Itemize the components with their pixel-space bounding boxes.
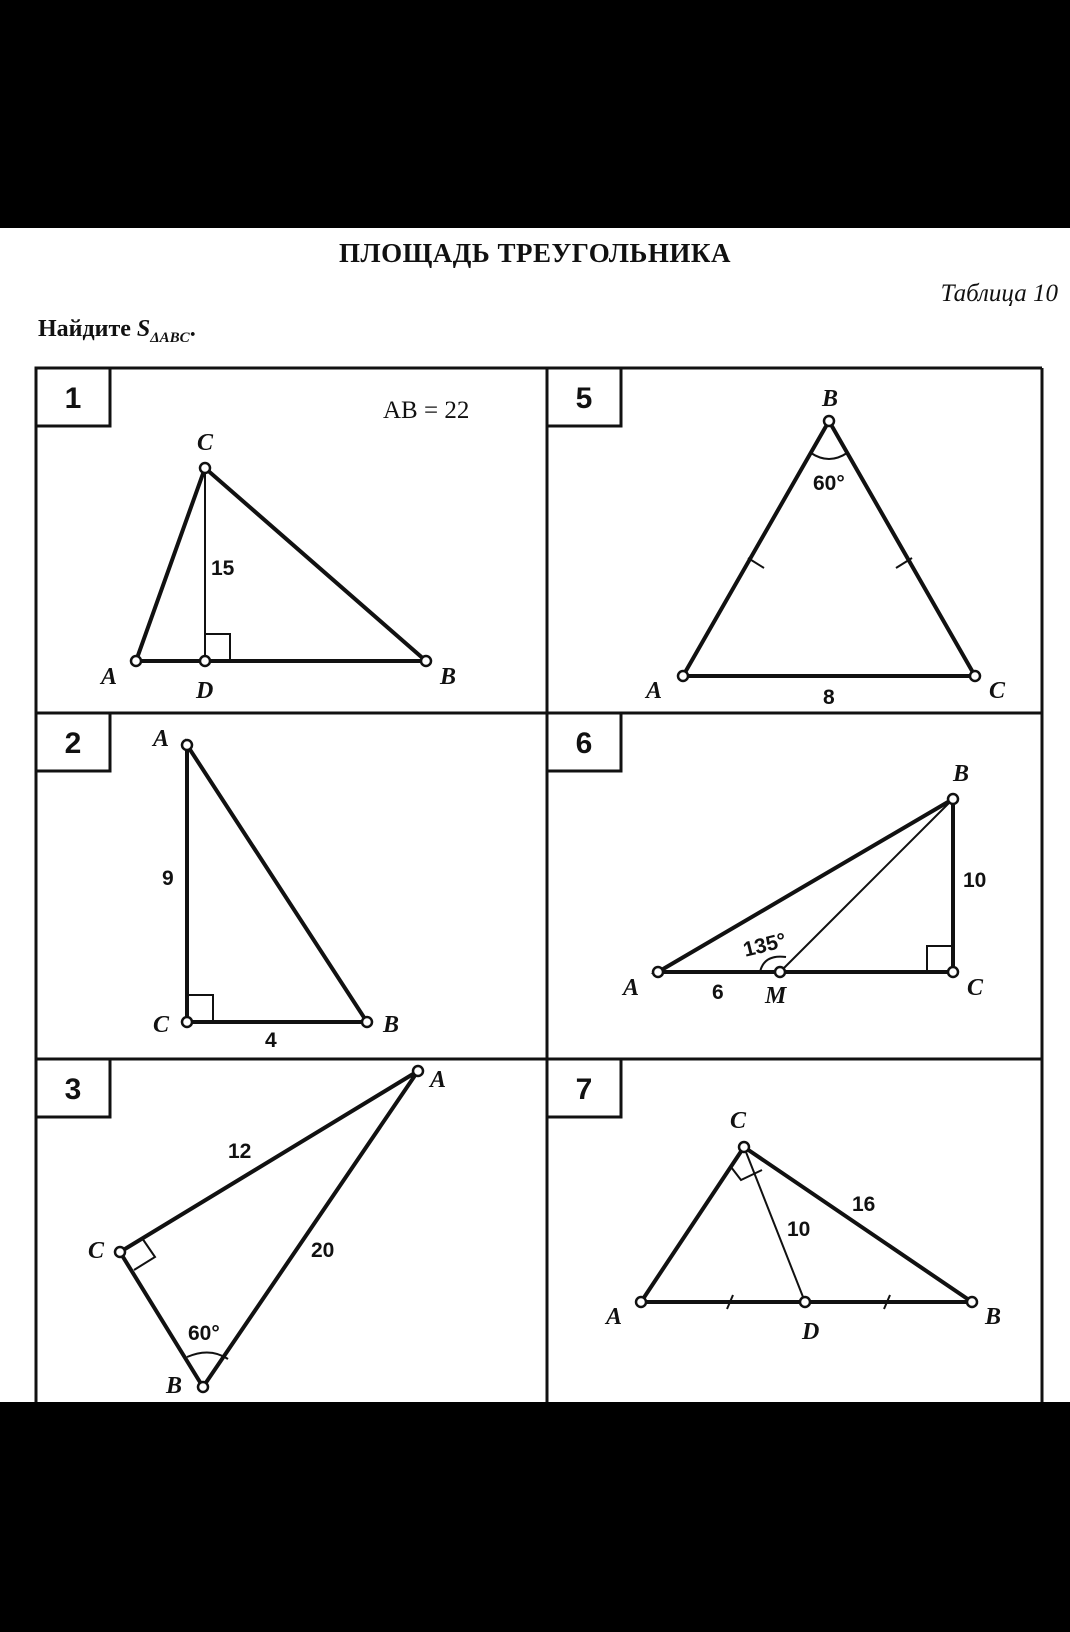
given-equation: AB = 22 — [383, 397, 470, 424]
label-d: D — [802, 1319, 820, 1345]
number-box-5 — [547, 368, 621, 426]
value-bc: 10 — [963, 869, 987, 892]
problem-1-figure — [99, 397, 469, 704]
number-box-3 — [36, 1059, 110, 1117]
task-symbol: S — [136, 316, 151, 342]
label-a: A — [646, 678, 663, 704]
label-c: C — [197, 430, 214, 456]
task-prefix: Найдите — [38, 316, 137, 342]
label-c: C — [730, 1108, 747, 1134]
point-m — [775, 967, 785, 977]
number-box-6 — [547, 713, 621, 771]
point-c — [739, 1142, 749, 1152]
point-c — [182, 1017, 192, 1027]
point-d — [200, 656, 210, 666]
label-b: B — [953, 761, 970, 787]
value-cb: 16 — [852, 1193, 876, 1216]
tick-mark-ab — [748, 558, 764, 568]
point-a — [653, 967, 663, 977]
label-c: C — [989, 678, 1006, 704]
point-b — [198, 1382, 208, 1392]
point-a — [413, 1066, 423, 1076]
triangle-abc — [187, 745, 367, 1022]
point-b — [948, 794, 958, 804]
label-b: B — [383, 1012, 400, 1038]
problem-7-figure — [604, 1108, 1001, 1345]
value-angle-b: 60° — [188, 1322, 220, 1345]
point-a — [131, 656, 141, 666]
label-m: M — [765, 983, 787, 1009]
number-box-2 — [36, 713, 110, 771]
table-label: Таблица 10 — [940, 280, 1058, 307]
triangle-abc — [120, 1071, 418, 1387]
problem-2-figure — [151, 726, 399, 1052]
point-b — [824, 416, 834, 426]
point-a — [678, 671, 688, 681]
label-a: A — [606, 1304, 623, 1330]
point-a — [182, 740, 192, 750]
value-ac: 9 — [162, 867, 174, 890]
label-a: A — [430, 1067, 447, 1093]
label-b: B — [822, 386, 839, 412]
angle-arc-b — [811, 453, 847, 459]
label-a: A — [153, 726, 170, 752]
point-c — [970, 671, 980, 681]
value-angle-m: 135° — [740, 928, 789, 962]
label-b: B — [166, 1373, 183, 1399]
problem-6-figure — [621, 761, 986, 1009]
point-b — [967, 1297, 977, 1307]
right-angle-mark — [731, 1167, 762, 1180]
number-box-7 — [547, 1059, 621, 1117]
label-b: B — [985, 1304, 1002, 1330]
point-c — [115, 1247, 125, 1257]
point-d — [800, 1297, 810, 1307]
label-d: D — [196, 678, 214, 704]
task-suffix: . — [189, 316, 196, 342]
page-title: ПЛОЩАДЬ ТРЕУГОЛЬНИКА — [339, 238, 731, 268]
problem-number: 2 — [64, 727, 82, 760]
problem-number: 6 — [575, 727, 593, 760]
problem-number: 1 — [64, 382, 82, 415]
problem-5-figure — [644, 386, 1006, 709]
label-c: C — [153, 1012, 170, 1038]
value-cb: 4 — [265, 1029, 277, 1052]
problem-number: 5 — [575, 382, 593, 415]
value-angle-b: 60° — [813, 472, 845, 495]
number-box-1 — [36, 368, 110, 426]
point-c — [948, 967, 958, 977]
point-c — [200, 463, 210, 473]
point-b — [362, 1017, 372, 1027]
value-am: 6 — [712, 981, 724, 1004]
value-height: 15 — [211, 557, 235, 580]
task-subscript: ΔABC — [150, 329, 190, 346]
value-ca: 12 — [228, 1140, 252, 1163]
value-ac: 8 — [823, 686, 835, 709]
problem-3-figure — [88, 1066, 446, 1399]
label-c: C — [88, 1238, 105, 1264]
point-a — [636, 1297, 646, 1307]
problem-number: 7 — [575, 1073, 593, 1106]
point-b — [421, 656, 431, 666]
label-a: A — [101, 664, 118, 690]
problem-number: 3 — [64, 1073, 82, 1106]
value-ab: 20 — [311, 1239, 335, 1262]
label-c: C — [967, 975, 984, 1001]
label-b: B — [440, 664, 457, 690]
label-a: A — [623, 975, 640, 1001]
triangle-abc — [136, 468, 426, 661]
value-cd: 10 — [787, 1218, 811, 1241]
